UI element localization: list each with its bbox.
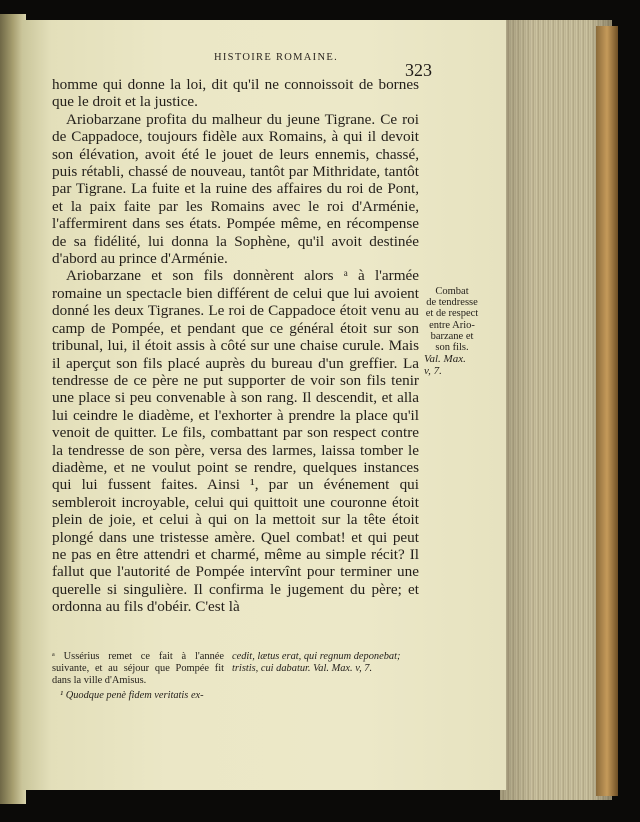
footnote-right-column: cedit, lætus erat, qui regnum deponebat; tristis, cui dabatur. Val. Max. v, 7. (232, 651, 401, 675)
footnote-a: ᵃ Ussérius remet ce fait à l'année suivante, et au séjour que Pompée fit dans la ville d'Amisus. (52, 651, 224, 687)
marginal-note-line: de tendresse (426, 297, 478, 309)
marginal-note-line: et de respect (425, 308, 479, 320)
marginal-note-line: entre Ario- (429, 319, 475, 331)
paragraph-3: Ariobarzane et son fils donnèrent alors ᵃ à l'armée romaine un spectacle bien différent de celui que lui avoient donné les deux Tigranes. Le roi de Cappadoce étoit venu au camp de Pompée, et pendant que ce général étoit sur son tribunal, lui, il étoit assis à côté sur une chaise curule. Mais il aperçut son fils placé auprès du bureau d'un greffier. La tendresse de ce père ne put supporter de voir son fils tenir une place si peu convenable à son rang. Il descendit, et alla lui ceindre le diadème, et l'exhorter à prendre la place qu'il venoit de quitter. Le fils, combattant par son respect contre la tendresse de son père, versa des larmes, laissa tomber le diadème, et ne voulut point se rendre, quelques instances qui lui fussent faites. Ainsi ¹, par un événement qui sembleroit incroyable, celui qui quittoit une couronne étoit plein de joie, et celui à qui on la mettoit sur la tête étoit plongé dans une tristesse amère. Quel combat! et qui peut ne pas en être attendri et charmé, même au simple récit? Il fallut que l'autorité de Pompée intervînt pour terminer une querelle si singulière. Il confirma le jugement du père; et ordonna au fils d'obéir. C'est là (52, 267, 419, 616)
paragraph-2: Ariobarzane profita du malheur du jeune Tigrane. Ce roi de Cappadoce, toujours fidèle aux Romains, à qui il devoit son élévation, avoit été le jouet de leurs ennemis, chassé, puis rétabli, chassé de nouveau, tantôt par Mithridate, tantôt par Tigrane. La fuite et la ruine des affaires du roi de Pont, et la paix faite par les Romains avec le roi d'Arménie, l'affermirent dans ses états. Pompée même, en récompense de sa fidélité, lui donna la Sophène, qu'il avoit destinée d'abord au prince d'Arménie. (52, 110, 419, 268)
marginal-note-line: son fils. (435, 342, 469, 354)
marginal-reference: Val. Max. (424, 353, 466, 366)
page-number: 323 (405, 60, 432, 80)
marginal-note (420, 286, 484, 378)
marginal-note-line: Combat (435, 286, 469, 297)
marginal-reference: v, 7. (424, 365, 442, 378)
running-title: HISTOIRE ROMAINE. (214, 52, 338, 63)
footnote-left-column (52, 651, 224, 702)
marginal-note-line: barzane et (430, 330, 474, 342)
paragraph-1: homme qui donne la loi, dit qu'il ne connoissoit de bornes que le droit et la justice. (52, 76, 419, 111)
cover-edge (596, 26, 618, 796)
body-text (52, 76, 419, 616)
footnote-1: ¹ Quodque penè fidem veritatis ex- (60, 689, 204, 701)
